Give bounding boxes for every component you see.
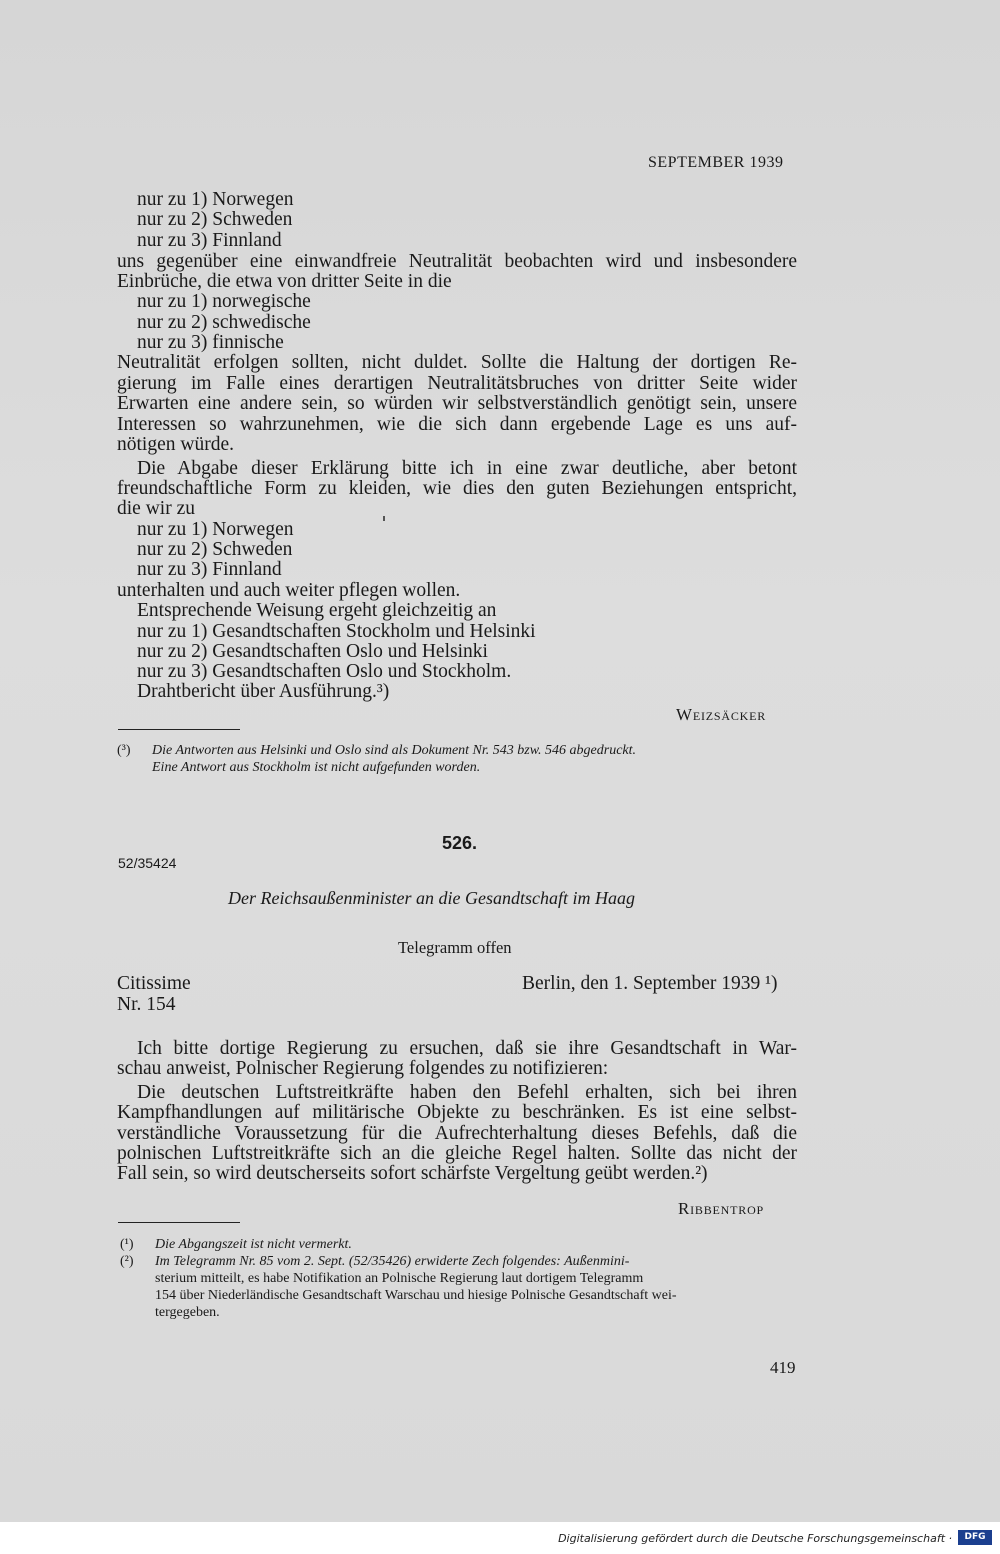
text-line: Neutralität erfolgen sollten, nicht duldet. Sollte die Haltung der dortigen Re- [117,352,797,373]
text-line: Interessen so wahrzunehmen, wie die sich dann ergebende Lage es uns auf- [117,414,797,435]
footnote-line: tergegeben. [155,1305,220,1320]
text-line: Die Abgabe dieser Erklärung bitte ich in eine zwar deutliche, aber betont [137,458,797,479]
text-line: freundschaftliche Form zu kleiden, wie dies den guten Beziehungen entspricht, [117,478,797,499]
list-item: nur zu 2) Gesandtschaften Oslo und Helsinki [137,641,488,662]
text-line: Kampfhandlungen auf militärische Objekte zu beschränken. Es ist eine selbst- [117,1102,797,1123]
document-title: Der Reichsaußenminister an die Gesandtschaft im Haag [228,888,635,908]
text-line: schau anweist, Polnischer Regierung folgendes zu notifizieren: [117,1058,609,1079]
list-item: nur zu 2) Schweden [137,539,293,560]
text-line: Einbrüche, die etwa von dritter Seite in die [117,271,452,292]
list-item: nur zu 2) schwedische [137,312,311,333]
signature: Ribbentrop [678,1199,765,1218]
stray-mark [383,516,385,521]
footnote [117,742,637,776]
footnote [120,1253,677,1321]
text-line: Fall sein, so wird deutscherseits sofort schärfste Vergeltung geübt werden.²) [117,1163,708,1184]
footnote-marker: (¹) [120,1237,134,1252]
footnote-divider [118,729,240,730]
footnote-marker: (²) [120,1254,134,1269]
page-number: 419 [770,1358,796,1377]
list-item: nur zu 1) Norwegen [137,519,294,540]
footnote-divider [118,1222,240,1223]
list-item: nur zu 1) Norwegen [137,189,294,210]
text-line: Entsprechende Weisung ergeht gleichzeitig an [137,600,497,621]
footnote-line: 154 über Niederländische Gesandtschaft Warschau und hiesige Polnische Gesandtschaft wei- [155,1288,677,1303]
footnote-marker: (³) [117,743,131,758]
footnote-line: Die Abgangszeit ist nicht vermerkt. [155,1237,352,1252]
text-line: polnischen Luftstreitkräfte sich an die gleiche Regel halten. Sollte das nicht der [117,1143,797,1164]
priority-label: Citissime [117,973,191,994]
list-item: nur zu 1) Gesandtschaften Stockholm und Helsinki [137,621,536,642]
list-item: nur zu 2) Schweden [137,209,293,230]
footnote [120,1236,352,1253]
running-header: SEPTEMBER 1939 [648,154,784,171]
footnote-line: Im Telegramm Nr. 85 vom 2. Sept. (52/35426) erwiderte Zech folgendes: Außenmini- [155,1254,630,1269]
list-item: nur zu 1) norwegische [137,291,311,312]
list-item: nur zu 3) Gesandtschaften Oslo und Stockholm. [137,661,512,682]
list-item: nur zu 3) Finnland [137,230,282,251]
text-line: uns gegenüber eine einwandfreie Neutralität beobachten wird und insbesondere [117,251,797,272]
dfg-logo-icon[interactable]: DFG [958,1530,992,1545]
text-line: nötigen würde. [117,434,234,455]
list-item: nur zu 3) Finnland [137,559,282,580]
text-line: Erwarten eine andere sein, so würden wir selbstverständlich genötigt sein, unsere [117,393,797,414]
text-line: gierung im Falle eines derartigen Neutralitätsbruches von dritter Seite wider [117,373,797,394]
list-item: nur zu 3) finnische [137,332,284,353]
text-line: verständliche Voraussetzung für die Aufrechterhaltung dieses Befehls, daß die [117,1123,797,1144]
place-date: Berlin, den 1. September 1939 ¹) [522,973,778,994]
footnote-line: sterium mitteilt, es habe Notifikation an Polnische Regierung laut dortigem Telegramm [155,1271,644,1286]
footnote-line: Die Antworten aus Helsinki und Oslo sind als Dokument Nr. 543 bzw. 546 abgedruckt. [152,743,637,758]
telegram-number: Nr. 154 [117,994,176,1015]
text-line: Die deutschen Luftstreitkräfte haben den Befehl erhalten, sich bei ihren [137,1082,797,1103]
document-number: 526. [442,833,478,853]
text-line: unterhalten und auch weiter pflegen wollen. [117,580,461,601]
text-line: Ich bitte dortige Regierung zu ersuchen, daß sie ihre Gesandtschaft in War- [137,1038,797,1059]
document-type: Telegramm offen [398,938,512,957]
text-line: Drahtbericht über Ausführung.³) [137,681,390,702]
footnote-line: Eine Antwort aus Stockholm ist nicht aufgefunden worden. [152,760,481,775]
digitization-credit-bar [0,1522,1000,1554]
credit-text: Digitalisierung gefördert durch die Deutsche Forschungsgemeinschaft · [558,1532,952,1545]
signature: Weizsäcker [676,705,767,724]
file-reference: 52/35424 [118,855,177,871]
text-line: die wir zu [117,498,195,519]
